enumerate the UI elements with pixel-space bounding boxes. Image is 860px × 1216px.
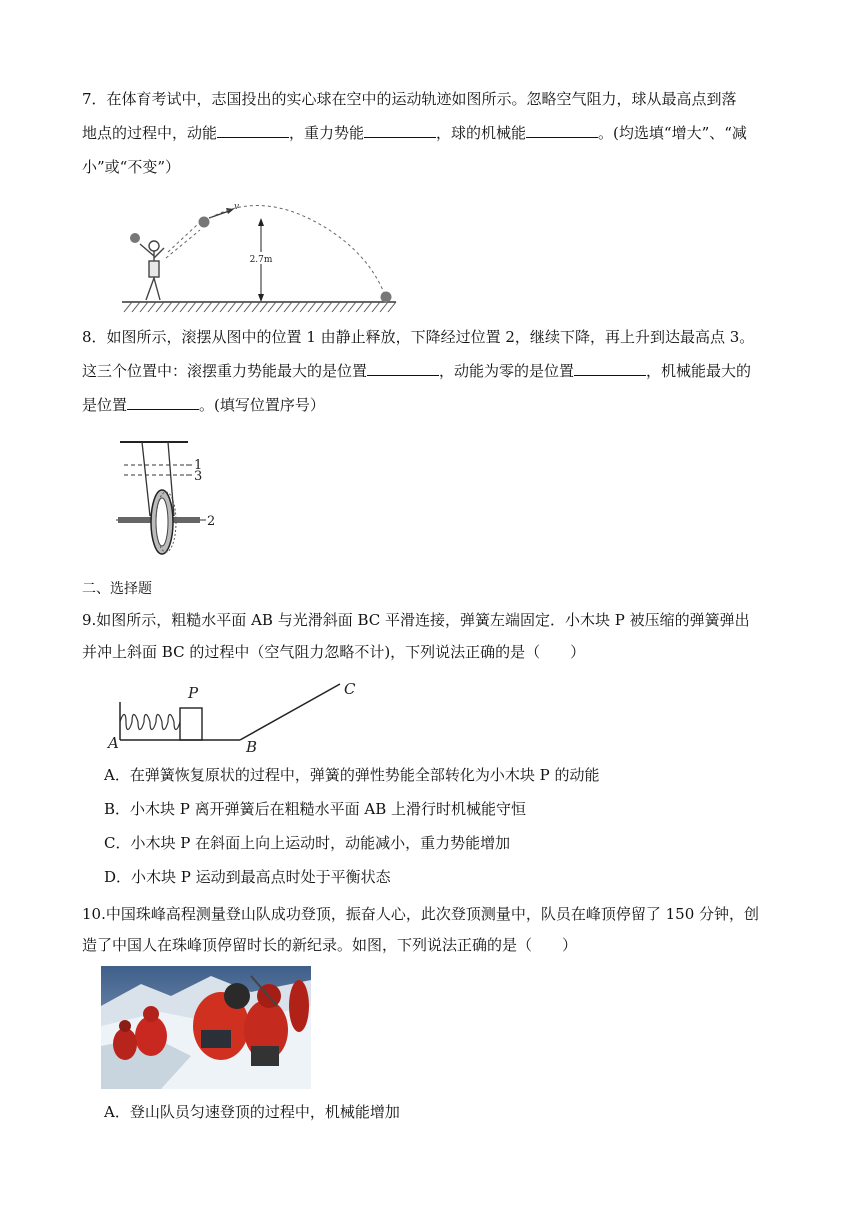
q9-option-c[interactable]: C．小木块 P 在斜面上向上运动时，动能减小，重力势能增加 xyxy=(104,834,511,852)
q8-label-1: 1 xyxy=(194,458,203,473)
q9-line-2: 并冲上斜面 BC 的过程中（空气阻力忽略不计)，下列说法正确的是（ ） xyxy=(82,643,586,661)
q8-line-2 xyxy=(82,361,751,381)
q7-text-a: 地点的过程中，动能 xyxy=(82,124,218,142)
q8-maxwell-pendulum-figure xyxy=(110,436,222,560)
q10-climbers-photo xyxy=(101,966,311,1089)
q7-trajectory-figure xyxy=(118,196,400,318)
q7-blank-mechanical[interactable] xyxy=(526,123,598,138)
q9-option-d[interactable]: D．小木块 P 运动到最高点时处于平衡状态 xyxy=(104,868,391,886)
q7-blank-potential[interactable] xyxy=(364,123,436,138)
q8-text-a: 这三个位置中：滚摆重力势能最大的是位置 xyxy=(82,362,368,380)
q8-text-d: 是位置 xyxy=(82,396,128,414)
q10-line-1: 10.中国珠峰高程测量登山队成功登顶，振奋人心，此次登顶测量中，队员在峰顶停留了 150 分钟，创 xyxy=(82,905,760,923)
q8-line-1: 8．如图所示，滚摆从图中的位置 1 由静止释放，下降经过位置 2，继续下降，再上升到达最高点 3。 xyxy=(82,328,755,346)
q8-label-3: 3 xyxy=(194,469,203,484)
q8-text-c: ，机械能最大的 xyxy=(646,362,752,380)
q7-text-c: ，球的机械能 xyxy=(436,124,527,142)
q7-text-d: 。(均选填“增大”、“减 xyxy=(598,124,747,142)
section-title: 二、选择题 xyxy=(82,581,152,597)
q9-label-a: A xyxy=(108,734,119,752)
q7-line-3: 小”或“不变”） xyxy=(82,158,181,176)
q8-text-b: ，动能为零的是位置 xyxy=(439,362,575,380)
q9-label-p: P xyxy=(188,684,199,702)
q9-option-b[interactable]: B．小木块 P 离开弹簧后在粗糙水平面 AB 上滑行时机械能守恒 xyxy=(104,800,527,818)
q7-height-label: 2.7m xyxy=(249,255,273,265)
q8-blank-zero-kinetic[interactable] xyxy=(574,361,646,376)
q7-blank-kinetic[interactable] xyxy=(217,123,289,138)
q9-label-c: C xyxy=(344,680,356,698)
q8-line-3 xyxy=(82,395,325,415)
q9-option-a[interactable]: A．在弹簧恢复原状的过程中，弹簧的弹性势能全部转化为小木块 P 的动能 xyxy=(104,766,600,784)
q8-blank-max-potential[interactable] xyxy=(367,361,439,376)
q10-option-a[interactable]: A．登山队员匀速登顶的过程中，机械能增加 xyxy=(104,1103,400,1121)
q8-blank-max-mechanical[interactable] xyxy=(127,395,199,410)
q9-line-1: 9.如图所示，粗糙水平面 AB 与光滑斜面 BC 平滑连接，弹簧左端固定．小木块 P 被压缩的弹簧弹出 xyxy=(82,611,750,629)
q7-velocity-label: v xyxy=(234,202,240,212)
q7-text-b: ，重力势能 xyxy=(289,124,365,142)
q7-line-1: 7．在体育考试中，志国投出的实心球在空中的运动轨迹如图所示。忽略空气阻力，球从最高点到落 xyxy=(82,90,737,108)
q8-label-2: 2 xyxy=(207,514,216,529)
q10-line-2: 造了中国人在珠峰顶停留时长的新纪录。如图，下列说法正确的是（ ） xyxy=(82,936,578,954)
q9-label-b: B xyxy=(246,738,258,754)
q8-text-e: 。(填写位置序号） xyxy=(199,396,325,414)
q9-spring-incline-figure xyxy=(104,678,366,754)
q7-line-2 xyxy=(82,123,747,143)
